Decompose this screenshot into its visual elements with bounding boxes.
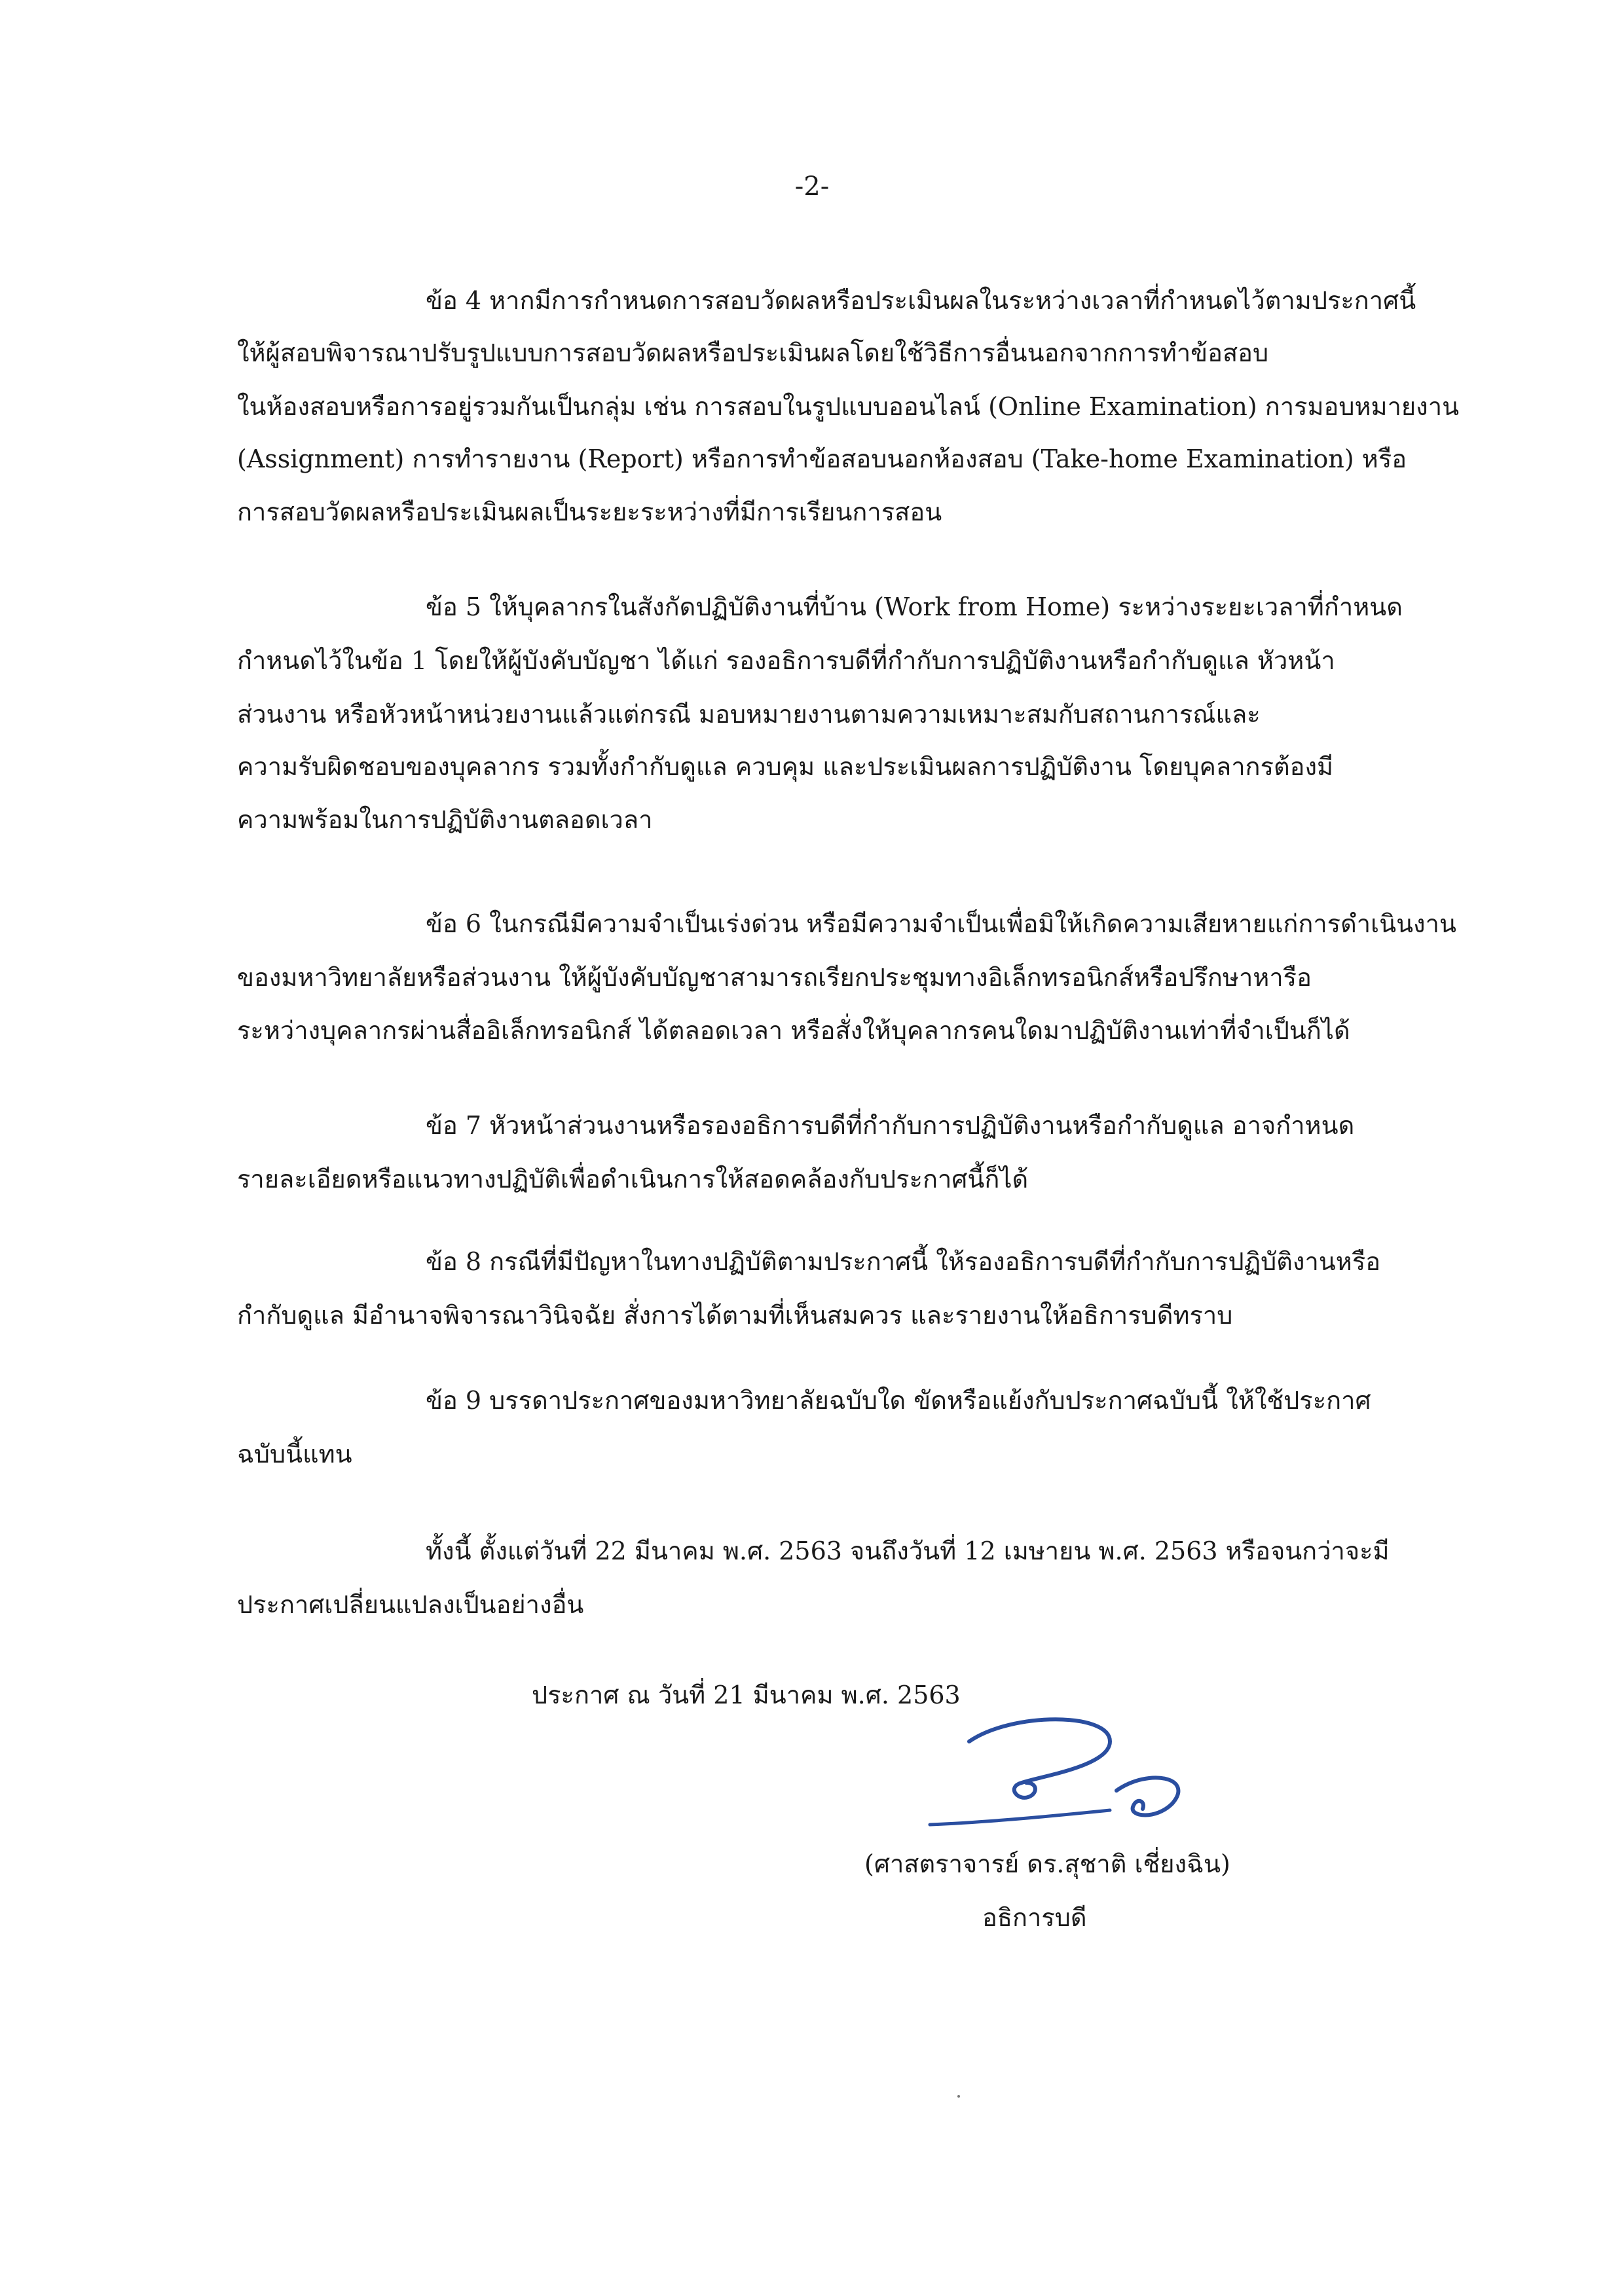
clause-5-line-3: ส่วนงาน หรือหัวหน้าหน่วยงานแล้วแต่กรณี มอบหมายงานตามความเหมาะสมกับสถานการณ์และ [237, 700, 1261, 729]
clause-9-line-2: ฉบับนี้แทน [237, 1440, 352, 1468]
clause-7-line-2: รายละเอียดหรือแนวทางปฏิบัติเพื่อดำเนินการให้สอดคล้องกับประกาศนี้ก็ได้ [237, 1165, 1029, 1194]
clause-4-line-1: ข้อ 4 หากมีการกำหนดการสอบวัดผลหรือประเมินผลในระหว่างเวลาที่กำหนดไว้ตามประกาศนี้ [426, 286, 1416, 315]
clause-6-line-3: ระหว่างบุคลากรผ่านสื่ออิเล็กทรอนิกส์ ได้ตลอดเวลา หรือสั่งให้บุคลากรคนใดมาปฏิบัติงานเท่าที่จำเป็นก็ได้ [237, 1016, 1350, 1045]
clause-7-line-1: ข้อ 7 หัวหน้าส่วนงานหรือรองอธิการบดีที่กำกับการปฏิบัติงานหรือกำกับดูแล อาจกำหนด [426, 1111, 1355, 1140]
clause-6-line-2: ของมหาวิทยาลัยหรือส่วนงาน ให้ผู้บังคับบัญชาสามารถเรียกประชุมทางอิเล็กทรอนิกส์หรือปรึกษาหารือ [237, 963, 1312, 992]
clause-5-line-5: ความพร้อมในการปฏิบัติงานตลอดเวลา [237, 805, 653, 834]
clause-4-line-2: ให้ผู้สอบพิจารณาปรับรูปแบบการสอบวัดผลหรือประเมินผลโดยใช้วิธีการอื่นนอกจากการทำข้อสอบ [237, 338, 1269, 367]
scan-dot [957, 2095, 960, 2098]
signatory-name: (ศาสตราจารย์ ดร.สุชาติ เชี่ยงฉิน) [864, 1850, 1230, 1878]
signature-mark [913, 1705, 1241, 1836]
effective-period-line-1: ทั้งนี้ ตั้งแต่วันที่ 22 มีนาคม พ.ศ. 2563 จนถึงวันที่ 12 เมษายน พ.ศ. 2563 หรือจนกว่าจะมี [426, 1537, 1390, 1565]
clause-6-line-1: ข้อ 6 ในกรณีมีความจำเป็นเร่งด่วน หรือมีความจำเป็นเพื่อมิให้เกิดความเสียหายแก่การดำเนินงาน [426, 909, 1456, 938]
clause-4-line-4: (Assignment) การทำรายงาน (Report) หรือการทำข้อสอบนอกห้องสอบ (Take-home Examination) หรือ [237, 445, 1407, 473]
clause-4-line-5: การสอบวัดผลหรือประเมินผลเป็นระยะระหว่างที่มีการเรียนการสอน [237, 498, 942, 526]
clause-5-line-1: ข้อ 5 ให้บุคลากรในสังกัดปฏิบัติงานที่บ้าน (Work from Home) ระหว่างระยะเวลาที่กำหนด [426, 592, 1403, 621]
page-number: -2- [794, 172, 830, 202]
clause-5-line-4: ความรับผิดชอบของบุคลากร รวมทั้งกำกับดูแล ควบคุม และประเมินผลการปฏิบัติงาน โดยบุคลากรต้องมี [237, 752, 1334, 781]
announcement-date: ประกาศ ณ วันที่ 21 มีนาคม พ.ศ. 2563 [532, 1681, 961, 1709]
clause-5-line-2: กำหนดไว้ในข้อ 1 โดยให้ผู้บังคับบัญชา ได้แก่ รองอธิการบดีที่กำกับการปฏิบัติงานหรือกำกับดูแล หัวหน้า [237, 646, 1335, 675]
signatory-position: อธิการบดี [982, 1903, 1087, 1932]
effective-period-line-2: ประกาศเปลี่ยนแปลงเป็นอย่างอื่น [237, 1590, 584, 1619]
clause-8-line-2: กำกับดูแล มีอำนาจพิจารณาวินิจฉัย สั่งการได้ตามที่เห็นสมควร และรายงานให้อธิการบดีทราบ [237, 1301, 1233, 1330]
clause-9-line-1: ข้อ 9 บรรดาประกาศของมหาวิทยาลัยฉบับใด ขัดหรือแย้งกับประกาศฉบับนี้ ให้ใช้ประกาศ [426, 1386, 1371, 1415]
clause-8-line-1: ข้อ 8 กรณีที่มีปัญหาในทางปฏิบัติตามประกาศนี้ ให้รองอธิการบดีที่กำกับการปฏิบัติงานหรือ [426, 1247, 1381, 1276]
clause-4-line-3: ในห้องสอบหรือการอยู่รวมกันเป็นกลุ่ม เช่น การสอบในรูปแบบออนไลน์ (Online Examination) การมอบหมายงาน [237, 392, 1460, 421]
